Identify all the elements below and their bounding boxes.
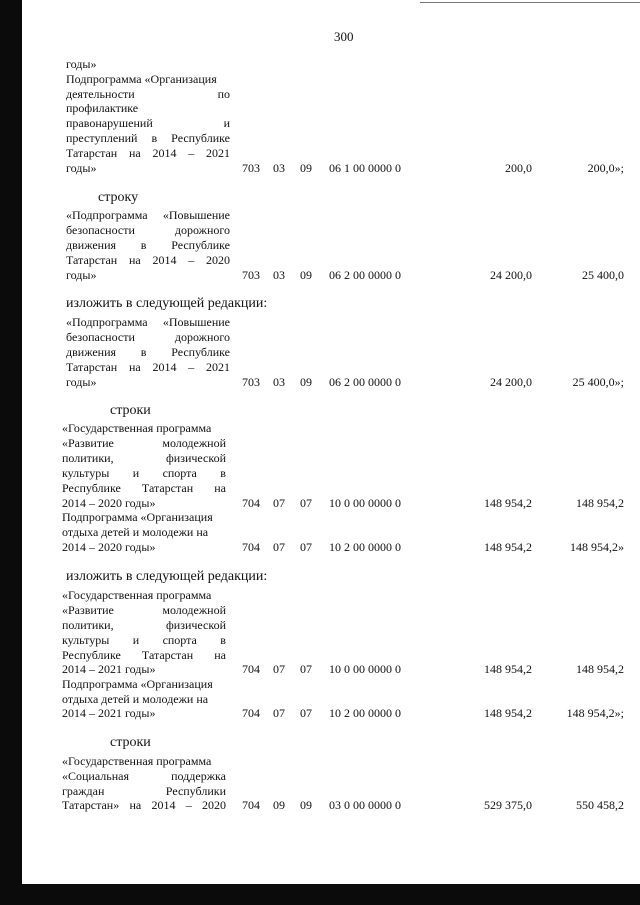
target-article-code: 06 2 00 0000 0 [329,268,401,282]
amount-year-2: 148 954,2»; [566,706,624,720]
amount-year-2: 25 400,0»; [572,375,624,389]
program-name-line: Подпрограмма «Организация [62,510,213,524]
amount-year-1: 24 200,0 [490,268,532,282]
program-name-line: граждан Республики [62,784,226,798]
program-name-line: «Развитие молодежной [62,436,226,450]
subsection-code-2: 09 [300,798,312,812]
program-name-line: Подпрограмма «Организация [62,677,213,691]
instruction-text: изложить в следующей редакции: [66,296,268,311]
instruction-text: строки [110,735,151,750]
target-article-code: 10 2 00 0000 0 [329,706,401,720]
target-article-code: 10 0 00 0000 0 [329,496,401,510]
program-name-line: Подпрограмма «Организация [66,72,217,86]
amount-year-1: 200,0 [505,161,532,175]
amount-year-1: 148 954,2 [484,706,532,720]
program-name-line: преступлений в Республике [66,131,230,145]
subsection-code: 03 [273,268,285,282]
program-name-line: политики, физической [62,618,226,632]
program-name-line: «Государственная программа [62,754,212,768]
section-code: 704 [242,496,260,510]
program-name-line: «Подпрограмма «Повышение [66,208,230,222]
program-name-line: Татарстан на 2014 – 2021 [66,360,230,374]
subsection-code: 07 [273,706,285,720]
subsection-code-2: 07 [300,540,312,554]
subsection-code-2: 07 [300,662,312,676]
section-code: 703 [242,375,260,389]
program-name-line: годы» [66,268,97,282]
program-name-line: Республике Татарстан на [62,648,226,662]
subsection-code-2: 07 [300,706,312,720]
program-name-line: Татарстан на 2014 – 2020 [66,253,230,267]
program-name-line: «Социальная поддержка [62,769,226,783]
subsection-code: 03 [273,161,285,175]
program-name-line: политики, физической [62,451,226,465]
subsection-code-2: 09 [300,375,312,389]
instruction-text: строки [110,403,151,418]
program-name-line: профилактике [66,101,139,115]
program-name-line: правонарушений и [66,116,230,130]
target-article-code: 10 0 00 0000 0 [329,662,401,676]
program-name-line: 2014 – 2021 годы» [62,662,156,676]
program-name-line: Татарстан» на 2014 – 2020 [62,798,226,812]
subsection-code: 07 [273,662,285,676]
section-code: 704 [242,706,260,720]
section-code: 703 [242,161,260,175]
program-name-line: Республике Татарстан на [62,481,226,495]
subsection-code-2: 09 [300,268,312,282]
program-name-line: 2014 – 2020 годы» [62,496,156,510]
instruction-text: изложить в следующей редакции: [66,569,268,584]
program-name-line: 2014 – 2021 годы» [62,706,156,720]
scan-top-line [420,2,640,3]
amount-year-1: 148 954,2 [484,496,532,510]
program-name-line: «Государственная программа [62,421,212,435]
program-name-line: годы» [66,375,97,389]
subsection-code-2: 09 [300,161,312,175]
program-name-line: отдыха детей и молодежи на [62,525,209,539]
program-name-line: «Развитие молодежной [62,603,226,617]
target-article-code: 10 2 00 0000 0 [329,540,401,554]
program-name-line: 2014 – 2020 годы» [62,540,156,554]
amount-year-2: 148 954,2 [576,496,624,510]
program-name-line: годы» [66,161,97,175]
program-name-line: движения в Республике [66,238,230,252]
amount-year-2: 25 400,0 [582,268,624,282]
section-code: 704 [242,540,260,554]
program-name-line: культуры и спорта в [62,633,226,647]
section-code: 703 [242,268,260,282]
program-name-line: безопасности дорожного [66,330,230,344]
program-name-line: «Государственная программа [62,588,212,602]
amount-year-2: 550 458,2 [576,798,624,812]
amount-year-2: 148 954,2» [570,540,624,554]
page-number: 300 [334,29,354,44]
section-code: 704 [242,662,260,676]
subsection-code: 07 [273,496,285,510]
target-article-code: 03 0 00 0000 0 [329,798,401,812]
amount-year-1: 529 375,0 [484,798,532,812]
program-name-line: годы» [66,57,97,71]
amount-year-1: 24 200,0 [490,375,532,389]
program-name-line: культуры и спорта в [62,466,226,480]
program-name-line: деятельности по [66,87,230,101]
amount-year-2: 200,0»; [587,161,624,175]
program-name-line: «Подпрограмма «Повышение [66,315,230,329]
amount-year-2: 148 954,2 [576,662,624,676]
subsection-code: 09 [273,798,285,812]
subsection-code: 03 [273,375,285,389]
target-article-code: 06 1 00 0000 0 [329,161,401,175]
program-name-line: отдыха детей и молодежи на [62,692,209,706]
program-name-line: безопасности дорожного [66,223,230,237]
scan-bottom-border [0,884,640,905]
amount-year-1: 148 954,2 [484,662,532,676]
target-article-code: 06 2 00 0000 0 [329,375,401,389]
instruction-text: строку [98,190,139,205]
amount-year-1: 148 954,2 [484,540,532,554]
program-name-line: движения в Республике [66,345,230,359]
scan-left-border [0,0,22,905]
program-name-line: Татарстан на 2014 – 2021 [66,146,230,160]
section-code: 704 [242,798,260,812]
subsection-code: 07 [273,540,285,554]
subsection-code-2: 07 [300,496,312,510]
